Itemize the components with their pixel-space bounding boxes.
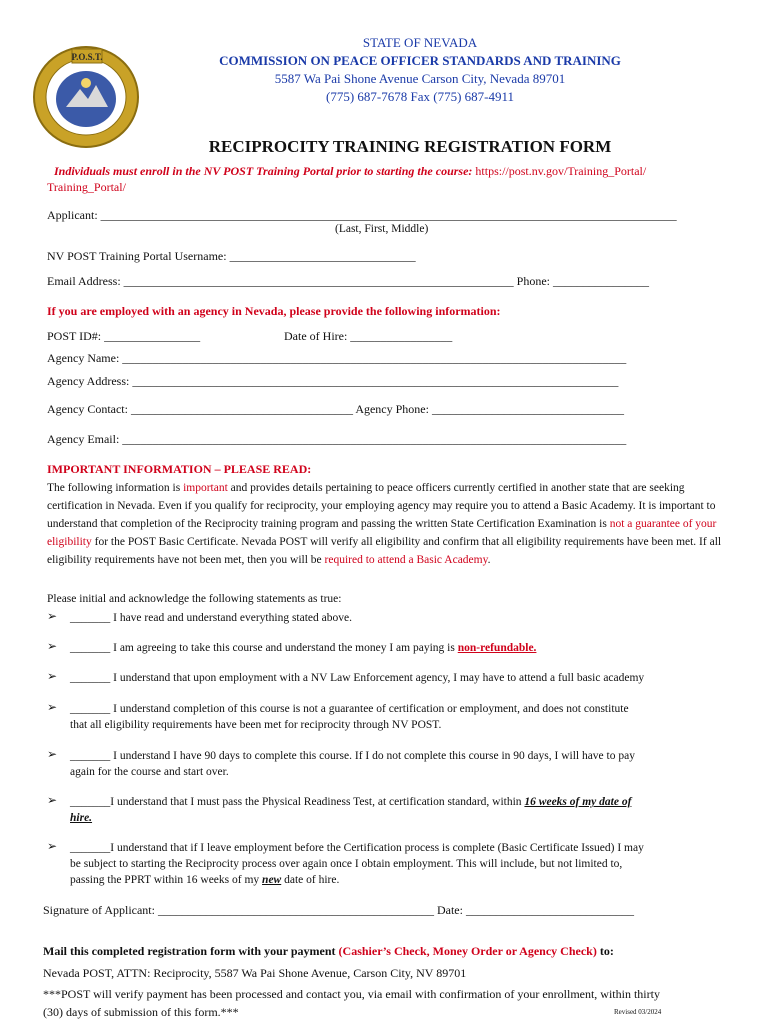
form-title: RECIPROCITY TRAINING REGISTRATION FORM [208, 137, 612, 156]
post-seal-logo [28, 45, 148, 150]
statement-7-cont: be subject to starting the Reciprocity process over again once I obtain employment. This will include, but not limited to, [70, 858, 623, 870]
agency-name-field[interactable]: Agency Name: ____________________________________________________________________________________ [47, 351, 627, 365]
required-academy-highlight: required to attend a Basic Academy [324, 554, 488, 566]
statement-5-cont: again for the course and start over. [70, 766, 229, 778]
mail-instructions [43, 944, 614, 959]
important-text-2: and provides details pertaining to peace officers currently certified in another state that are seeking certification in Nevada. Even if you qualify for reciprocity, your employing agency may require you to attend a Basic Academy. It is important to understand that completion of the Reciprocity training program and passing the written State Certification Examination is [47, 482, 716, 530]
verify-note: ***POST will verify payment has been processed and contact you, via email with confirmation of your enrollment, within thirty [43, 987, 660, 1001]
agency-address-field[interactable]: Agency Address: _________________________________________________________________________________ [47, 374, 619, 388]
mail-text-end: to: [596, 944, 614, 958]
statement-4-cont: that all eligibility requirements have been met for reciprocity through NV POST. [70, 719, 442, 731]
date-of-hire-field[interactable]: Date of Hire: _________________ [284, 329, 453, 343]
mail-address: Nevada POST, ATTN: Reciprocity, 5587 Wa Pai Shone Avenue, Carson City, NV 89701 [43, 966, 467, 980]
statement-3[interactable]: _______ I understand that upon employment with a NV Law Enforcement agency, I may have to attend a full basic academy [70, 672, 645, 684]
statement-6-cont: hire. [70, 812, 93, 824]
bullet-arrow-icon: ➢ [47, 639, 58, 653]
applicant-sub-label: (Last, First, Middle) [335, 223, 429, 235]
statement-2-text: _______ I am agreeing to take this course and understand the money I am paying is [70, 642, 458, 654]
important-text-4: . [487, 554, 491, 566]
statement-7-cont-2 [70, 872, 339, 888]
important-text-3: for the POST Basic Certificate. Nevada POST will verify all eligibility and confirm that all eligibility requirements have been met. If all eligibility requirements have not been met, then you will be [47, 536, 722, 566]
verify-note-cont: (30) days of submission of this form.*** [43, 1005, 239, 1019]
header-address: 5587 Wa Pai Shone Avenue Carson City, Nevada 89701 [274, 71, 566, 86]
non-refundable-highlight: non-refundable. [457, 642, 537, 654]
new-highlight: new [262, 874, 282, 886]
portal-notice [54, 164, 646, 179]
post-id-field[interactable]: POST ID#: ________________ [47, 329, 201, 343]
statement-6-text: _______I understand that I must pass the Physical Readiness Test, at certification standard, within [70, 796, 525, 808]
statement-7-text: passing the PPRT within 16 weeks of my [70, 874, 263, 886]
acknowledge-intro: Please initial and acknowledge the following statements as true: [47, 593, 342, 605]
bullet-arrow-icon: ➢ [47, 609, 58, 623]
portal-notice-text: Individuals must enroll in the NV POST Training Portal prior to starting the course: [54, 164, 473, 178]
signature-date-field[interactable]: Signature of Applicant: ______________________________________________ Date: ____________________________ [43, 903, 634, 917]
revised-date: Revised 03/2024 [614, 1008, 662, 1016]
important-highlight: important [183, 482, 228, 494]
username-field[interactable]: NV POST Training Portal Username: _______________________________ [47, 249, 416, 263]
email-phone-field[interactable]: Email Address: _________________________________________________________________ Phone: ________________ [47, 274, 649, 288]
bullet-arrow-icon: ➢ [47, 747, 58, 761]
portal-url[interactable]: https://post.nv.gov/Training_Portal/ [472, 164, 647, 178]
seal-text: P.O.S.T. [71, 52, 103, 62]
bullet-arrow-icon: ➢ [47, 839, 58, 853]
agency-contact-phone-field[interactable]: Agency Contact: _____________________________________ Agency Phone: ________________________________ [47, 402, 624, 416]
important-heading: IMPORTANT INFORMATION – PLEASE READ: [47, 462, 312, 476]
header-state: STATE OF NEVADA [362, 35, 478, 50]
agency-email-field[interactable]: Agency Email: ____________________________________________________________________________________ [47, 432, 627, 446]
mail-text: Mail this completed registration form with your payment [43, 944, 339, 958]
statement-6[interactable] [70, 794, 631, 810]
header-commission: COMMISSION ON PEACE OFFICER STANDARDS AND TRAINING [219, 53, 621, 68]
not-guarantee-highlight: not a guarantee of your eligibility [47, 518, 717, 548]
bullet-arrow-icon: ➢ [47, 700, 58, 714]
bullet-arrow-icon: ➢ [47, 669, 58, 683]
statement-7-end: date of hire. [281, 874, 340, 886]
payment-types-highlight: (Cashier’s Check, Money Order or Agency Check) [338, 944, 597, 958]
important-paragraph [47, 479, 727, 569]
statement-4[interactable]: _______ I understand completion of this course is not a guarantee of certification or employment, and does not constitute [70, 703, 629, 715]
statement-2[interactable] [70, 640, 536, 656]
employed-heading: If you are employed with an agency in Nevada, please provide the following information: [47, 304, 501, 318]
important-text-1: The following information is [47, 482, 184, 494]
bullet-arrow-icon: ➢ [47, 793, 58, 807]
applicant-field[interactable]: Applicant: ________________________________________________________________________________________________ [47, 208, 677, 222]
statement-7[interactable]: _______I understand that if I leave employment before the Certification process is complete (Basic Certificate Issued) I may [70, 842, 644, 854]
statement-5[interactable]: _______ I understand I have 90 days to complete this course. If I do not complete this course in 90 days, I will have to pay [70, 750, 635, 762]
header-phone-fax: (775) 687-7678 Fax (775) 687-4911 [326, 89, 514, 104]
portal-url-cont[interactable]: Training_Portal/ [47, 180, 126, 194]
sixteen-weeks-highlight: 16 weeks of my date of [524, 796, 632, 808]
statement-1[interactable]: _______ I have read and understand everything stated above. [70, 612, 352, 624]
